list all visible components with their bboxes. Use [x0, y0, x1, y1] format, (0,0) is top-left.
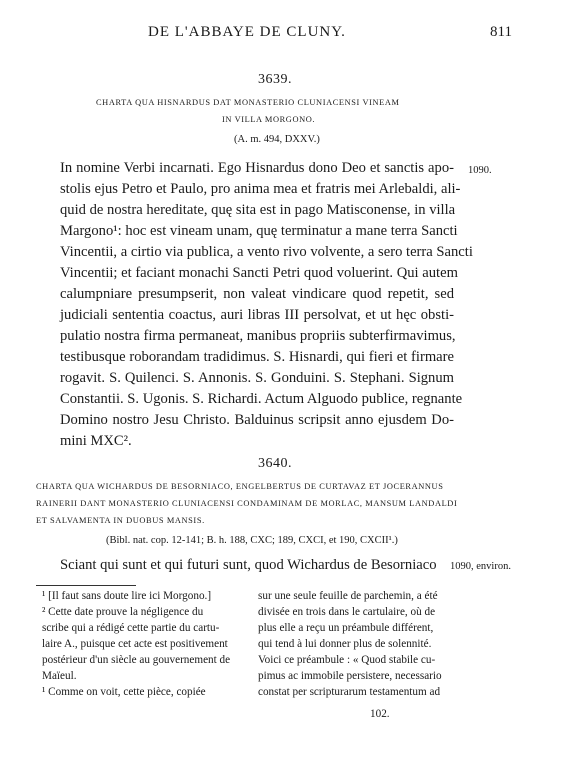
text-line: pulatio nostra firma permaneat, manibus propriis subterfirmavimus, [60, 328, 456, 344]
footnote-line: laire A., puisque cet acte est positivement [42, 638, 228, 650]
running-title: DE L'ABBAYE DE CLUNY. [148, 24, 346, 40]
text-line: In nomine Verbi incarnati. Ego Hisnardus dono Deo et sanctis apo- [60, 160, 454, 176]
signature-mark: 102. [370, 708, 390, 720]
footnote-line: ¹ [Il faut sans doute lire ici Morgono.] [42, 590, 212, 602]
text-line: rogavit. S. Quilenci. S. Annonis. S. Gonduini. S. Stephani. Signum [60, 370, 454, 386]
footnote-line: pimus ac immobile persistere, necessario [258, 670, 442, 682]
text-line: judiciali sententia coactus, auri libras III persolvat, et ut hęc obsti- [60, 307, 454, 323]
margin-date: 1090, environ. [450, 561, 511, 572]
footnote-line: scribe qui a rédigé cette partie du cartu- [42, 622, 220, 634]
footnote-line: divisée en trois dans le cartulaire, où de [258, 606, 436, 618]
footnote-line: postérieur d'un siècle au gouvernement de [42, 654, 231, 666]
charter-title-line: CHARTA QUA WICHARDUS DE BESORNIACO, ENGELBERTUS DE CURTAVAZ ET JOCERANNUS [36, 482, 444, 491]
margin-date: 1090. [468, 165, 492, 176]
charter-number-3639: 3639. [258, 72, 292, 87]
footnote-line: qui tend à lui donner plus de solennité. [258, 638, 432, 650]
charter-title-line: CHARTA QUA HISNARDUS DAT MONASTERIO CLUNIACENSI VINEAM [96, 98, 400, 107]
text-line: testibusque roborandam tradidimus. S. Hisnardi, qui fieri et firmare [60, 349, 454, 365]
text-line: Vincentii, a cirtio via publica, a vento rivo volvente, a sero terra Sancti [60, 244, 473, 260]
charter-title-line: IN VILLA MORGONO. [222, 115, 316, 124]
footnote-line: ² Cette date prouve la négligence du [42, 606, 204, 618]
text-line: Sciant qui sunt et qui futuri sunt, quod Wichardus de Besorniaco [60, 557, 437, 573]
charter-title-line: RAINERII DANT MONASTERIO CLUNIACENSI CONDAMINAM DE MORLAC, MANSUM LANDALDI [36, 499, 458, 508]
footnote-line: plus elle a reçu un préambule différent, [258, 622, 434, 634]
footnote-line: ¹ Comme on voit, cette pièce, copiée [42, 686, 206, 698]
text-line: quid de nostra hereditate, quę sita est in pago Matisconense, in villa [60, 202, 456, 218]
charter-source: (Bibl. nat. cop. 12-141; B. h. 188, CXC; 189, CXCI, et 190, CXCII¹.) [106, 535, 398, 546]
text-line: stolis ejus Petro et Paulo, pro anima mea et fratris mei Arlebaldi, ali- [60, 181, 461, 197]
text-line: Domino nostro Jesu Christo. Balduinus scripsit anno ejusdem Do- [60, 412, 454, 428]
footnote-line: sur une seule feuille de parchemin, a été [258, 590, 438, 602]
text-line: calumpniare presumpserit, non valeat vindicare quod repetit, sed [60, 286, 454, 302]
charter-number-3640: 3640. [258, 456, 292, 471]
footnote-line: Maïeul. [42, 670, 77, 682]
footnote-rule [36, 585, 136, 586]
text-line: Vincentii; et faciant monachi Sancti Petri quod voluerint. Qui autem [60, 265, 458, 281]
text-line: Margono¹: hoc est vineam unam, quę terminatur a mane terra Sancti [60, 223, 458, 239]
charter-title-line: ET SALVAMENTA IN DUOBUS MANSIS. [36, 516, 205, 525]
text-line: Constantii. S. Ugonis. S. Richardi. Actum Alguodo publice, regnante [60, 391, 463, 407]
footnote-line: Voici ce préambule : « Quod stabile cu- [258, 654, 436, 666]
charter-date: (A. m. 494, DXXV.) [234, 134, 320, 145]
page-number: 811 [490, 24, 512, 40]
text-line: mini MXC². [60, 433, 132, 449]
footnote-line: constat per scripturarum testamentum ad [258, 686, 441, 698]
